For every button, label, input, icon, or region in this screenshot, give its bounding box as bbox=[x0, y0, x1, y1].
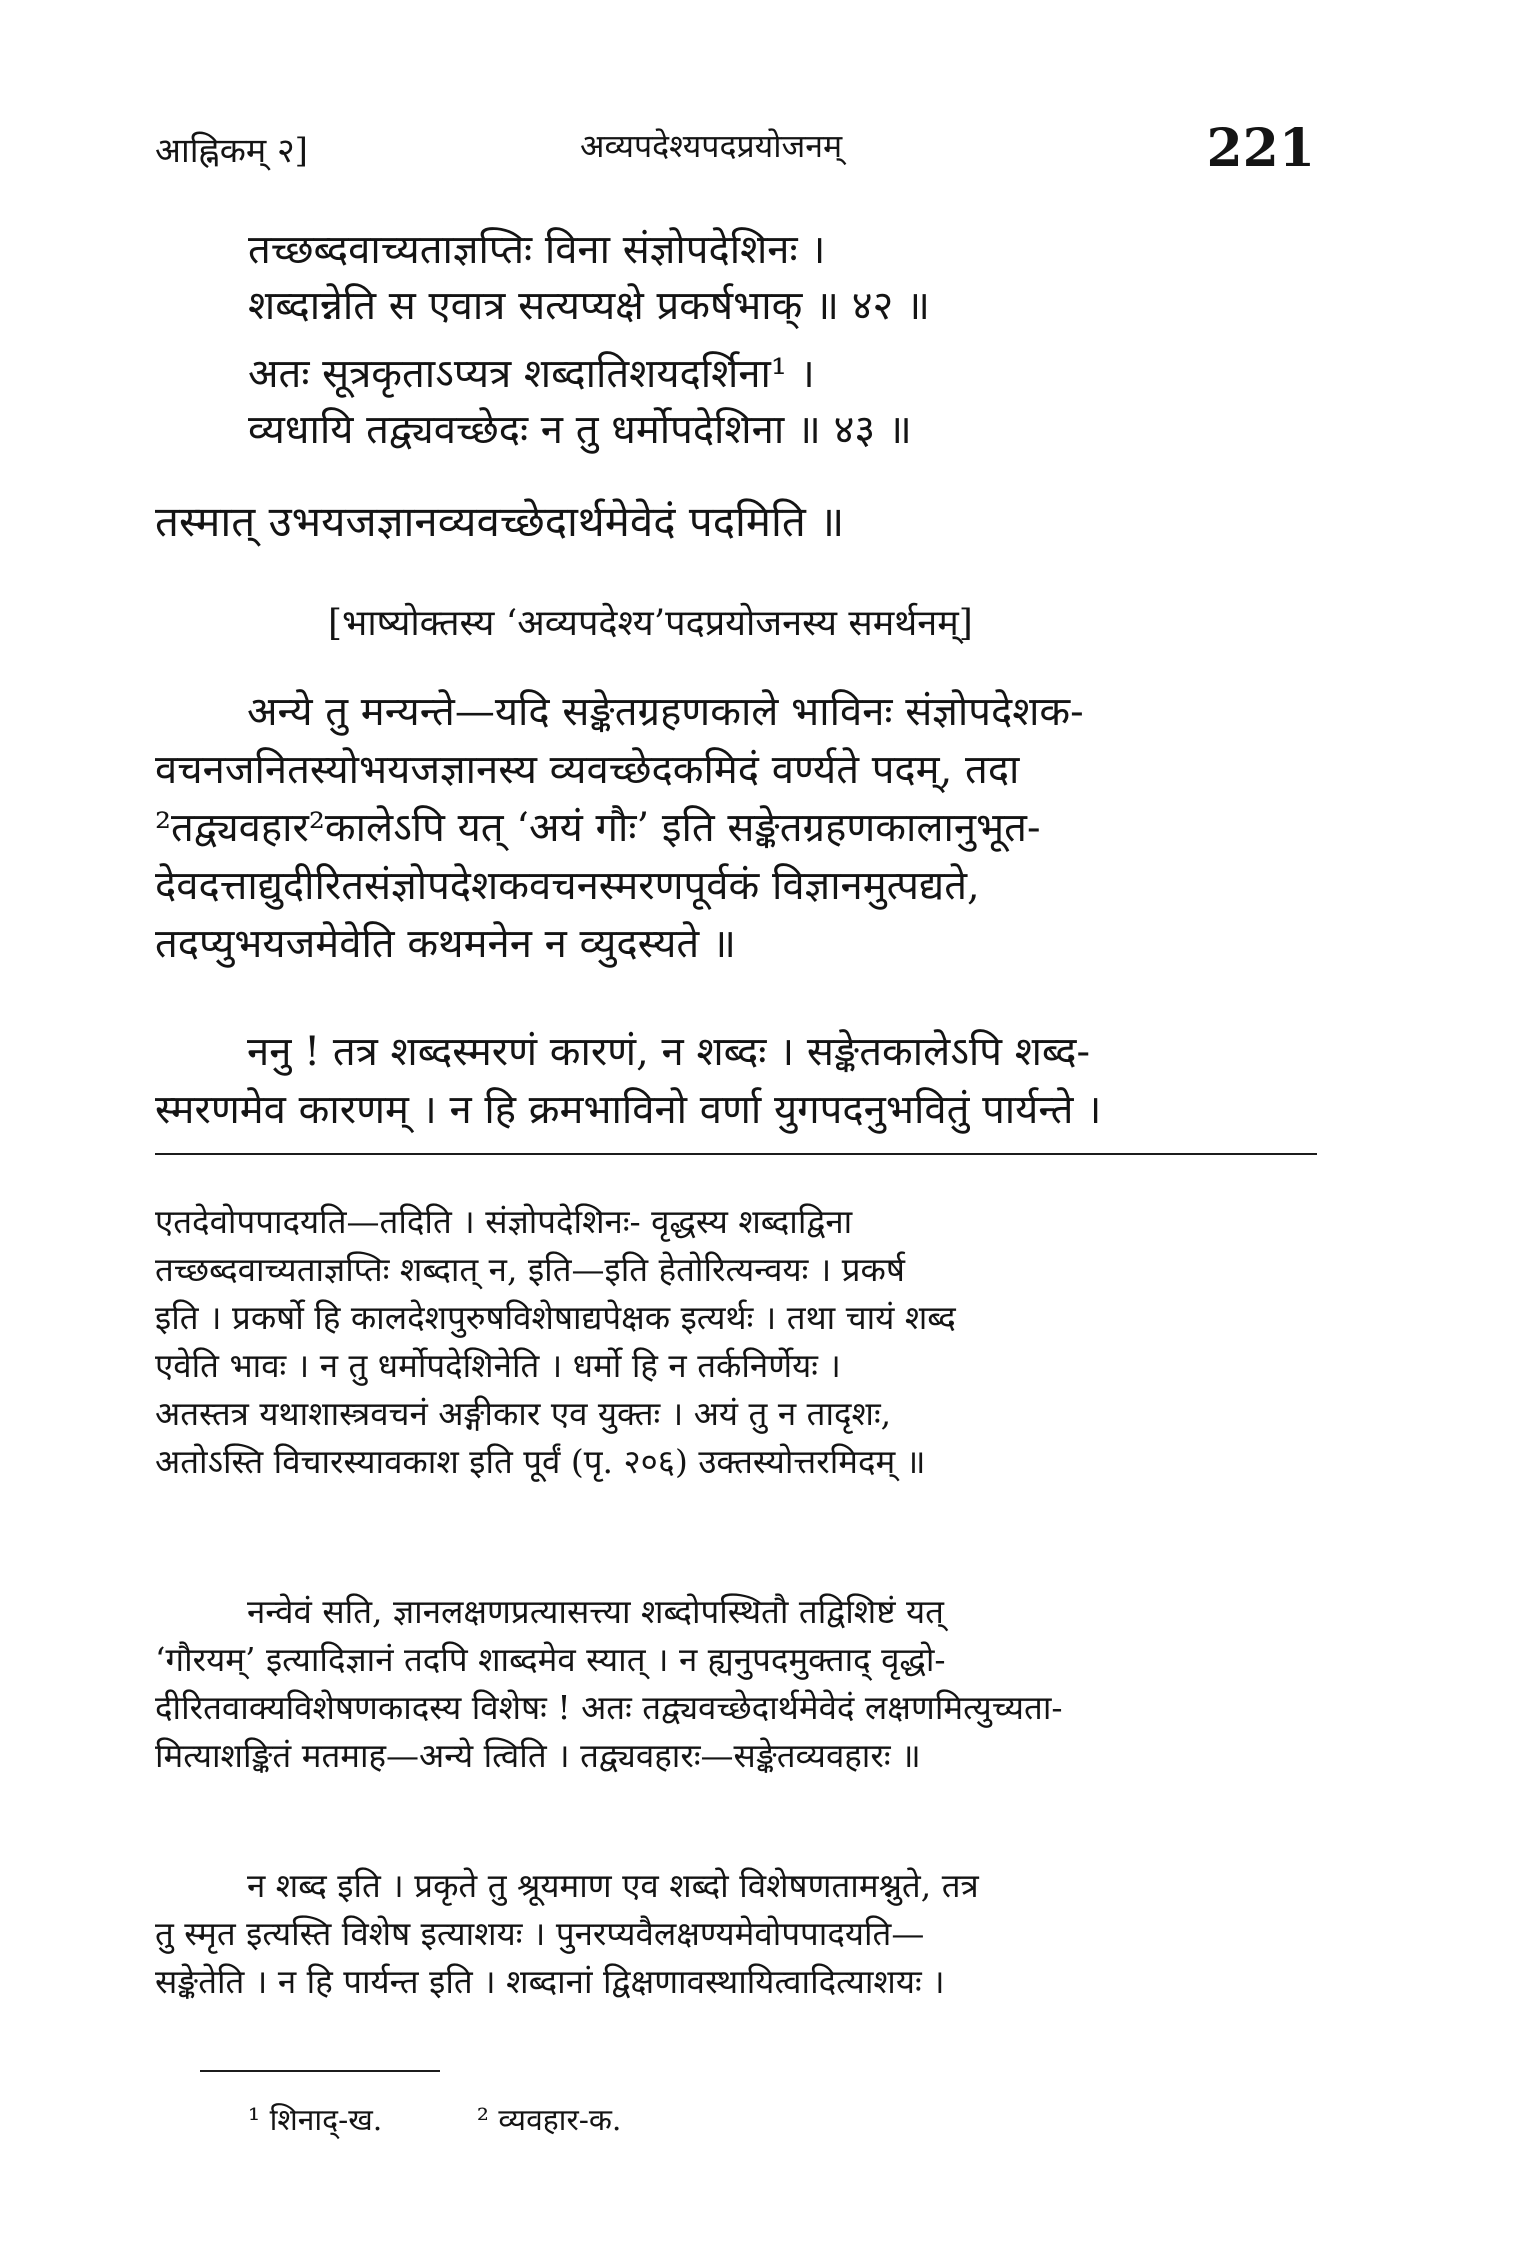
verse-line: तच्छब्दवाच्यताज्ञप्तिः विना संज्ञोपदेशिनः । bbox=[248, 227, 826, 273]
text-line: ²तद्व्यवहार²कालेऽपि यत् ‘अयं गौः’ इति सङ्केतग्रहणकालानुभूत- bbox=[155, 805, 1041, 851]
commentary-line: एवेति भावः । न तु धर्मोपदेशिनेति । धर्मो हि न तर्कनिर्णेयः । bbox=[155, 1346, 841, 1385]
verse-line: शब्दान्नेति स एवात्र सत्यप्यक्षे प्रकर्षभाक् ॥ ४२ ॥ bbox=[248, 283, 931, 329]
page-number: 221 bbox=[1206, 118, 1315, 179]
commentary-line: नन्वेवं सति, ज्ञानलक्षणप्रत्यासत्त्या शब्दोपस्थितौ तद्विशिष्टं यत् bbox=[247, 1592, 944, 1631]
commentary-paragraph-2 bbox=[155, 1588, 1315, 1780]
text-line: तदप्युभयजमेवेति कथमनेन न व्युदस्यते ॥ bbox=[155, 921, 736, 967]
footnote-divider bbox=[200, 2070, 440, 2072]
commentary-line: दीरितवाक्यविशेषणकादस्य विशेषः ! अतः तद्व्यवच्छेदार्थमेवेदं लक्षणमित्युच्यता- bbox=[155, 1688, 1063, 1727]
commentary-line: तच्छब्दवाच्यताज्ञप्तिः शब्दात् न, इति—इति हेतोरित्यन्वयः । प्रकर्ष bbox=[155, 1250, 905, 1289]
footnote-2: ² व्यवहार-क. bbox=[476, 2103, 622, 2138]
verse-line: अतः सूत्रकृताऽप्यत्र शब्दातिशयदर्शिना¹ । bbox=[248, 351, 815, 397]
footnotes bbox=[248, 2098, 706, 2139]
text-line: अन्ये तु मन्यन्ते—यदि सङ्केतग्रहणकाले भाविनः संज्ञोपदेशक- bbox=[247, 689, 1084, 735]
running-title: अव्यपदेश्यपदप्रयोजनम् bbox=[580, 127, 843, 165]
text-line: देवदत्ताद्युदीरितसंज्ञोपदेशकवचनस्मरणपूर्वकं विज्ञानमुत्पद्यते, bbox=[155, 863, 980, 909]
text-line: ननु ! तत्र शब्दस्मरणं कारणं, न शब्दः । सङ्केतकालेऽपि शब्द- bbox=[247, 1029, 1090, 1075]
commentary-divider bbox=[155, 1153, 1317, 1155]
chapter-label: आह्निकम् २] bbox=[155, 131, 308, 171]
commentary-line: मित्याशङ्कितं मतमाह—अन्ये त्विति । तद्व्यवहारः—सङ्केतव्यवहारः ॥ bbox=[155, 1736, 921, 1775]
main-paragraph-2 bbox=[155, 1023, 1315, 1139]
commentary-line: तु स्मृत इत्यस्ति विशेष इत्याशयः । पुनरप्यवैलक्षण्यमेवोपपादयति— bbox=[155, 1914, 925, 1953]
commentary-paragraph-3 bbox=[155, 1862, 1315, 2006]
verse-line: व्यधायि तद्व्यवच्छेदः न तु धर्मोपदेशिना ॥ ४३ ॥ bbox=[248, 407, 912, 453]
verse-block bbox=[248, 222, 1348, 458]
text-line: स्मरणमेव कारणम् । न हि क्रमभाविनो वर्णा युगपदनुभवितुं पार्यन्ते । bbox=[155, 1087, 1102, 1133]
commentary-line: ‘गौरयम्’ इत्यादिज्ञानं तदपि शाब्दमेव स्यात् । न ह्यनुपदमुक्ताद् वृद्धो- bbox=[155, 1640, 946, 1679]
commentary-line: न शब्द इति । प्रकृते तु श्रूयमाण एव शब्दो विशेषणतामश्नुते, तत्र bbox=[247, 1866, 979, 1905]
commentary-paragraph-1 bbox=[155, 1198, 1315, 1486]
conclusion-line: तस्मात् उभयजज्ञानव्यवच्छेदार्थमेवेदं पदमिति ॥ bbox=[155, 497, 845, 546]
footnote-1: ¹ शिनाद्-ख. bbox=[248, 2103, 383, 2138]
main-paragraph-1 bbox=[155, 683, 1315, 973]
commentary-line: अतोऽस्ति विचारस्यावकाश इति पूर्वं (पृ. २०६) उक्तस्योत्तरमिदम् ॥ bbox=[155, 1442, 926, 1481]
commentary-line: अतस्तत्र यथाशास्त्रवचनं अङ्गीकार एव युक्तः । अयं तु न तादृशः, bbox=[155, 1394, 892, 1433]
commentary-line: इति । प्रकर्षो हि कालदेशपुरुषविशेषाद्यपेक्षक इत्यर्थः । तथा चायं शब्द bbox=[155, 1298, 956, 1337]
running-header bbox=[155, 118, 1315, 182]
section-heading: [भाष्योक्तस्य ‘अव्यपदेश्य’पदप्रयोजनस्य समर्थनम्] bbox=[328, 603, 973, 644]
commentary-line: एतदेवोपपादयति—तदिति । संज्ञोपदेशिनः- वृद्धस्य शब्दाद्विना bbox=[155, 1202, 853, 1241]
commentary-line: सङ्केतेति । न हि पार्यन्त इति । शब्दानां द्विक्षणावस्थायित्वादित्याशयः । bbox=[155, 1962, 945, 2001]
text-line: वचनजनितस्योभयजज्ञानस्य व्यवच्छेदकमिदं वर्ण्यते पदम्, तदा bbox=[155, 747, 1020, 793]
